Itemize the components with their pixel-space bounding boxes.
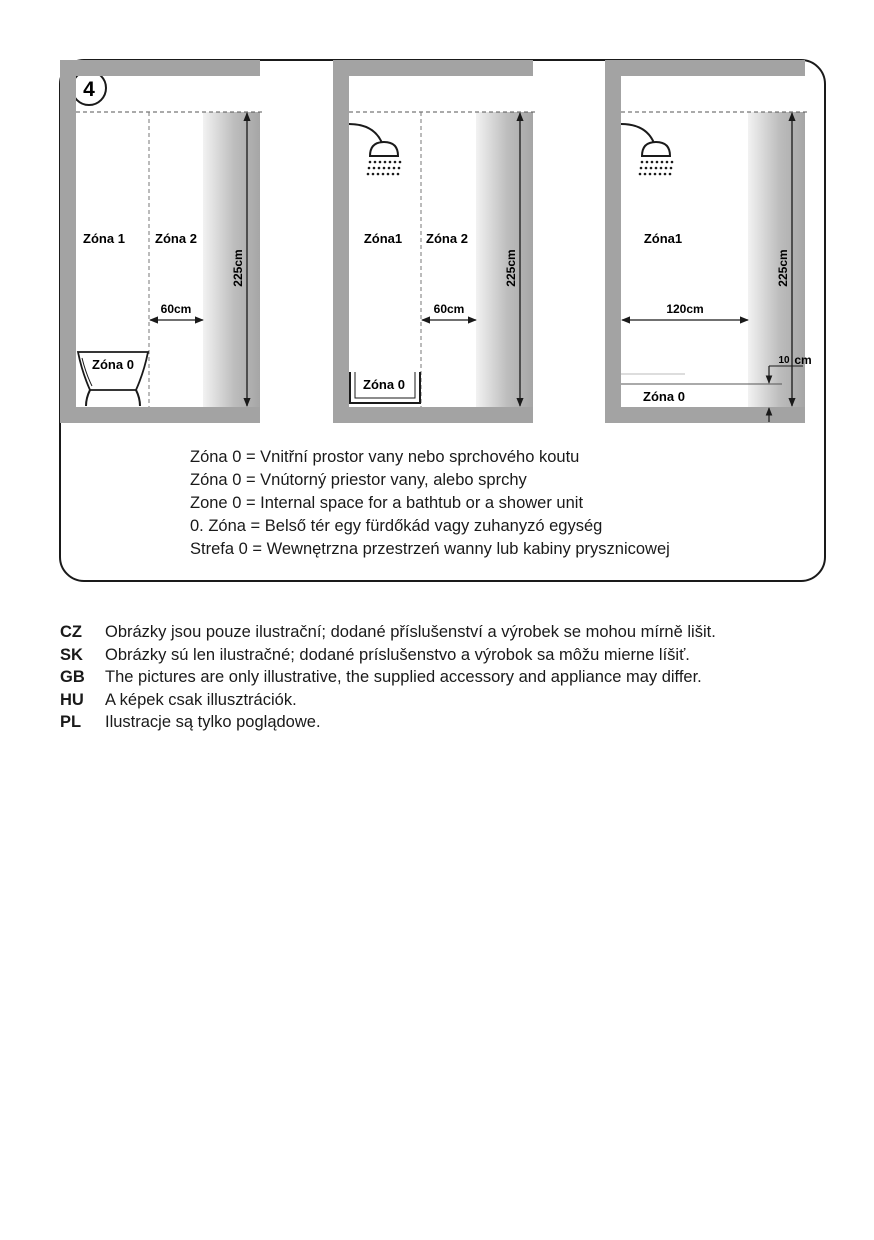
zone0-label: Zóna 0 bbox=[363, 377, 405, 392]
figure-number-badge bbox=[72, 71, 106, 105]
note-row bbox=[60, 644, 716, 667]
ceiling-wall bbox=[60, 60, 260, 76]
zone0-label: Zóna 0 bbox=[92, 357, 134, 372]
zone0-legend bbox=[190, 446, 670, 561]
floor-dimension-unit: cm bbox=[794, 353, 812, 367]
legend-line-sk: Zóna 0 = Vnútorný priestor vany, alebo sprchy bbox=[190, 471, 527, 489]
ceiling-wall bbox=[605, 60, 805, 76]
floor bbox=[605, 407, 805, 423]
note-text: The pictures are only illustrative, the supplied accessory and appliance may differ. bbox=[105, 668, 702, 686]
height-dimension-label: 225cm bbox=[504, 249, 518, 287]
zone2-label: Zóna 2 bbox=[155, 231, 197, 246]
legend-line-pl: Strefa 0 = Wewnętrzna przestrzeń wanny lub kabiny prysznicowej bbox=[190, 540, 670, 558]
left-wall bbox=[333, 60, 349, 423]
zone2-label: Zóna 2 bbox=[426, 231, 468, 246]
figure-number: 4 bbox=[83, 78, 95, 101]
language-code: GB bbox=[60, 668, 85, 686]
shower-head-icon bbox=[349, 124, 401, 175]
note-text: Obrázky sú len ilustračné; dodané príslušenstvo a výrobok sa môžu mierne líšiť. bbox=[105, 645, 690, 664]
note-row bbox=[60, 621, 716, 644]
shower-head-icon bbox=[621, 124, 673, 175]
width-dimension-label: 60cm bbox=[160, 302, 192, 316]
legend-line-cz: Zóna 0 = Vnitřní prostor vany nebo sprchového koutu bbox=[190, 448, 580, 466]
panel-shower-tray bbox=[333, 60, 535, 423]
height-dimension-label: 225cm bbox=[231, 249, 245, 287]
floor bbox=[60, 407, 260, 423]
zone1-label: Zóna1 bbox=[363, 231, 403, 246]
left-wall bbox=[605, 60, 621, 423]
height-dimension-label: 225cm bbox=[776, 249, 790, 287]
panel-walk-in-shower bbox=[605, 60, 812, 423]
legend-line-gb: Zone 0 = Internal space for a bathtub or a shower unit bbox=[190, 494, 584, 512]
note-row bbox=[60, 689, 716, 712]
note-text: Obrázky jsou pouze ilustrační; dodané příslušenství a výrobek se mohou mírně lišit. bbox=[105, 623, 716, 641]
panel-bathtub bbox=[60, 60, 262, 423]
zone0-label: Zóna 0 bbox=[643, 389, 685, 404]
language-code: HU bbox=[60, 690, 84, 709]
zone1-label: Zóna1 bbox=[643, 231, 683, 246]
note-text: A képek csak illusztrációk. bbox=[105, 690, 297, 709]
ceiling-wall bbox=[333, 60, 533, 76]
note-text: Ilustracje są tylko poglądowe. bbox=[105, 713, 321, 731]
note-row bbox=[60, 666, 716, 689]
floor bbox=[333, 407, 533, 423]
left-wall bbox=[60, 60, 76, 423]
width-dimension-label: 120cm bbox=[666, 302, 704, 316]
floor-dimension-value: 10 bbox=[778, 355, 790, 366]
note-row bbox=[60, 711, 716, 734]
language-code: CZ bbox=[60, 623, 82, 641]
language-code: SK bbox=[60, 645, 83, 664]
width-dimension-label: 60cm bbox=[433, 302, 465, 316]
illustration-notes bbox=[60, 621, 716, 734]
zone1-label: Zóna 1 bbox=[83, 231, 125, 246]
language-code: PL bbox=[60, 713, 82, 731]
legend-line-hu: 0. Zóna = Belső tér egy fürdőkád vagy zuhanyzó egység bbox=[190, 517, 603, 535]
